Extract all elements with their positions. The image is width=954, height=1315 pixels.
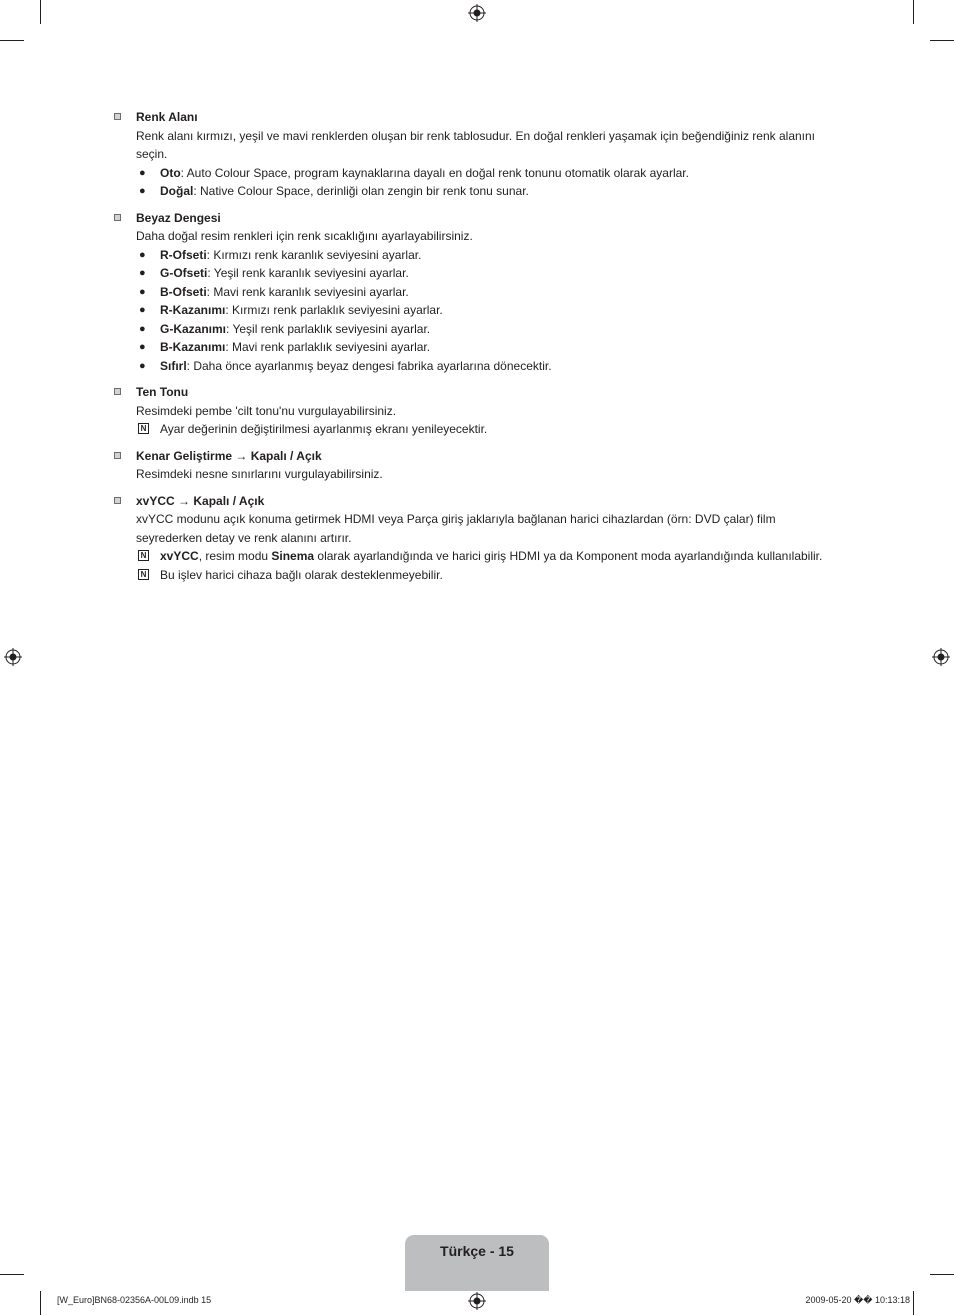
crop-mark [40,1291,41,1315]
list-item [136,320,842,339]
dot-bullet-icon: ● [139,185,146,197]
item-term: R-Ofseti [160,247,207,262]
item-text: : Yeşil renk parlaklık seviyesini ayarlar. [226,321,431,336]
item-text: : Mavi renk karanlık seviyesini ayarlar. [206,284,409,299]
note-text: , resim modu [198,549,272,563]
dot-bullet-icon: ● [139,166,146,179]
section-title: Beyaz Dengesi [136,210,221,225]
item-text: : Daha önce ayarlanmış beyaz dengesi fabrika ayarlarına dönecektir. [186,358,552,373]
dot-bullet-icon: ● [139,341,146,353]
list-item [136,283,842,302]
crop-mark [0,40,24,41]
section-description: Renk alanı kırmızı, yeşil ve mavi renklerden oluşan bir renk tablosudur. En doğal renkleri yaşamak için beğendiğiniz renk alanını seçin. [136,128,816,161]
footer-file-info: [W_Euro]BN68-02356A-00L09.indb 15 [57,1295,212,1305]
list-item [136,357,842,376]
note-term: Sinema [271,549,315,563]
item-term: B-Ofseti [160,284,207,299]
registration-mark-icon [468,4,486,22]
note-icon: N [138,423,149,434]
item-term: G-Kazanımı [160,321,227,336]
item-term: G-Ofseti [160,266,208,280]
registration-mark-icon [4,648,22,666]
list-item [136,338,842,357]
item-text: : Mavi renk parlaklık seviyesini ayarlar. [225,340,431,354]
dot-bullet-icon: ● [139,359,146,372]
section-renk-alani [112,108,842,201]
dot-bullet-icon: ● [139,304,146,316]
list-item [136,301,842,320]
main-content [112,108,842,592]
section-kenar-gelistirme [112,447,842,484]
note-item [136,420,842,439]
note-text: Bu işlev harici cihaza bağlı olarak desteklenmeyebilir. [160,567,443,582]
square-bullet-icon [114,113,121,120]
section-beyaz-dengesi [112,209,842,376]
item-term: R-Kazanımı [160,303,226,317]
note-icon: N [138,569,149,580]
section-title: Renk Alanı [136,110,198,124]
section-ten-tonu [112,383,842,439]
item-text: : Auto Colour Space, program kaynaklarına dayalı en doğal renk tonunu otomatik olarak ayarlar. [180,165,689,180]
item-text: : Kırmızı renk karanlık seviyesini ayarlar. [206,247,422,262]
page-label: Türkçe - 15 [440,1243,514,1259]
page-number-badge [405,1235,549,1291]
note-term: xvYCC [160,549,199,563]
dot-bullet-icon: ● [139,248,146,261]
item-text: : Kırmızı renk parlaklık seviyesini ayarlar. [225,303,443,317]
section-title: Ten Tonu [136,385,189,399]
dot-bullet-icon: ● [139,267,146,279]
item-term: Doğal [160,184,194,198]
dot-bullet-icon: ● [139,322,146,335]
list-item [136,182,842,201]
crop-mark [913,1291,914,1315]
crop-mark [913,0,914,24]
section-xvycc [112,492,842,585]
crop-mark [930,1274,954,1275]
section-description: Daha doğal resim renkleri için renk sıcaklığını ayarlayabilirsiniz. [136,229,473,243]
section-title: Kenar Geliştirme → Kapalı / Açık [136,448,322,463]
crop-mark [0,1274,24,1275]
registration-mark-icon [468,1292,486,1310]
note-icon: N [138,550,149,561]
square-bullet-icon [114,214,121,221]
item-term: B-Kazanımı [160,340,226,354]
square-bullet-icon [114,388,121,395]
footer-datetime: 2009-05-20 �� 10:13:18 [805,1295,910,1305]
item-term: Sıfırl [160,358,187,373]
square-bullet-icon [114,497,121,504]
section-description: xvYCC modunu açık konuma getirmek HDMI veya Parça giriş jaklarıyla bağlanan harici cihazlardan (örn: DVD çalar) film seyrederken detay ve renk alanını artırır. [136,512,776,545]
note-item [136,566,842,585]
item-term: Oto [160,165,181,180]
section-description: Resimdeki nesne sınırlarını vurgulayabilirsiniz. [136,467,383,481]
registration-mark-icon [932,648,950,666]
item-text: : Yeşil renk karanlık seviyesini ayarlar. [207,266,409,280]
item-text: : Native Colour Space, derinliği olan zengin bir renk tonu sunar. [193,184,529,198]
list-item [136,164,842,183]
section-description: Resimdeki pembe 'cilt tonu'nu vurgulayabilirsiniz. [136,403,397,418]
crop-mark [930,40,954,41]
square-bullet-icon [114,452,121,459]
dot-bullet-icon: ● [139,285,146,298]
note-item [136,547,842,566]
list-item [136,264,842,283]
crop-mark [40,0,41,24]
note-text: Ayar değerinin değiştirilmesi ayarlanmış ekranı yenileyecektir. [160,422,488,436]
section-title: xvYCC → Kapalı / Açık [136,493,265,508]
note-text: olarak ayarlandığında ve harici giriş HDMI ya da Komponent moda ayarlandığında kullanılabilir. [314,549,823,563]
list-item [136,246,842,265]
